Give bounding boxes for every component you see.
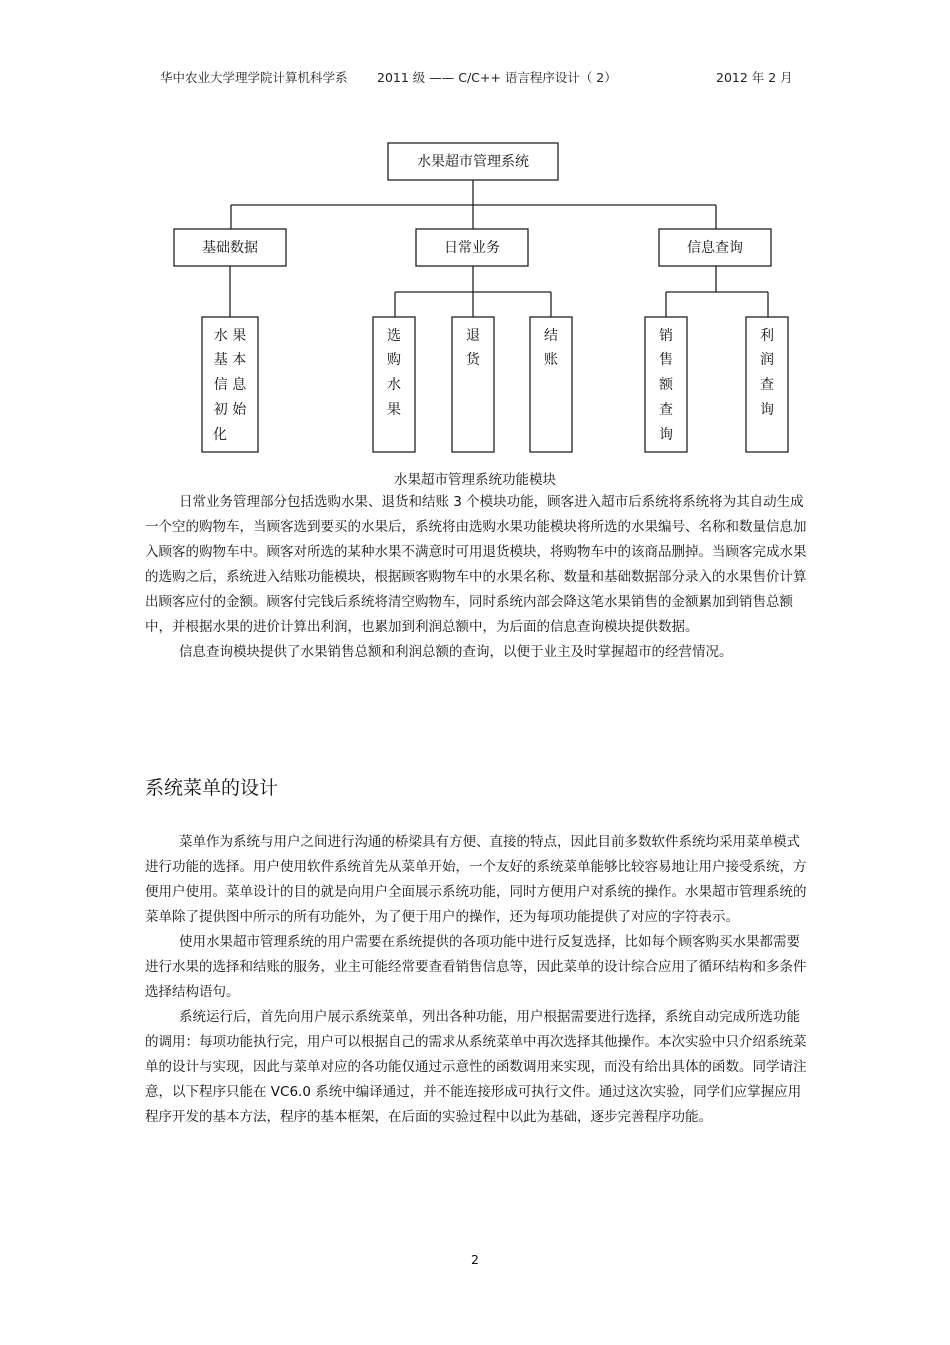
leaf-line: 销 xyxy=(659,328,673,344)
leaf-line: 额 xyxy=(659,377,673,393)
leaf-line: 查 xyxy=(760,377,774,393)
header-course: 2011 级 —— C/C++ 语言程序设计（ 2） xyxy=(377,70,617,85)
section-body xyxy=(145,830,810,1130)
leaf-fruit-info-init xyxy=(213,327,247,443)
function-module-diagram xyxy=(0,0,950,470)
header-date: 2012 年 2 月 xyxy=(716,70,793,85)
leaf-line: 退 xyxy=(466,328,480,344)
leaf-line: 基 本 xyxy=(213,352,247,368)
leaf-line: 选 xyxy=(387,328,401,344)
leaf-line: 初 始 xyxy=(213,402,247,418)
leaf-line: 查 xyxy=(659,402,673,418)
root-node-label: 水果超市管理系统 xyxy=(417,154,529,170)
leaf-select-fruit xyxy=(387,328,401,418)
leaf-checkout xyxy=(544,327,558,368)
section-heading: 系统菜单的设计 xyxy=(145,777,279,799)
leaf-line: 利 xyxy=(760,328,774,344)
leaf-line: 结 xyxy=(544,328,558,344)
group-node-label-query: 信息查询 xyxy=(687,240,743,256)
leaf-line: 货 xyxy=(466,352,480,368)
paragraph: 使用水果超市管理系统的用户需要在系统提供的各项功能中进行反复选择，比如每个顾客购买水果都需要进行水果的选择和结账的服务，业主可能经常要查看销售信息等，因此菜单的设计综合应用了循环结构和多条件选择结构语句。 xyxy=(145,934,807,1000)
paragraph: 信息查询模块提供了水果销售总额和利润总额的查询，以便于业主及时掌握超市的经营情况。 xyxy=(179,644,733,660)
leaf-line: 化 xyxy=(213,427,227,443)
page-number: 2 xyxy=(471,1252,479,1267)
paragraph: 菜单作为系统与用户之间进行沟通的桥梁具有方便、直接的特点，因此目前多数软件系统均采用菜单模式进行功能的选择。用户使用软件系统首先从菜单开始，一个友好的系统菜单能够比较容易地让用户接受系统，方便用户使用。菜单设计的目的就是向用户全面展示系统功能，同时方便用户对系统的操作。水果超市管理系统的菜单除了提供图中所示的所有功能外，为了便于用户的操作，还为每项功能提供了对应的字符表示。 xyxy=(145,834,807,925)
leaf-line: 询 xyxy=(659,427,673,443)
leaf-line: 果 xyxy=(387,402,401,418)
leaf-line: 信 息 xyxy=(213,377,247,393)
leaf-return xyxy=(466,328,481,368)
group-node-label-daily: 日常业务 xyxy=(444,240,500,256)
paragraph: 系统运行后，首先向用户展示系统菜单，列出各种功能，用户根据需要进行选择，系统自动完成所选功能的调用：每项功能执行完，用户可以根据自己的需求从系统菜单中再次选择其他操作。本次实验中只介绍系统菜单的设计与实现，因此与菜单对应的各功能仅通过示意性的函数调用来实现，而没有给出具体的函数。同学请注意，以下程序只能在 VC6.0 系统中编译通过，并不能连接形成可执行文件。通过这次实验，同学们应掌握应用程序开发的基本方法，程序的基本框架，在后面的实验过程中以此为基础，逐步完善程序功能。 xyxy=(145,1009,807,1125)
figure-caption: 水果超市管理系统功能模块 xyxy=(394,472,556,488)
leaf-sales-query xyxy=(659,327,674,443)
leaf-line: 购 xyxy=(387,352,401,368)
header-left: 华中农业大学理学院计算机科学系 xyxy=(160,70,348,85)
group-node-label-basic: 基础数据 xyxy=(202,240,258,256)
leaf-line: 询 xyxy=(760,402,774,418)
leaf-line: 润 xyxy=(760,352,774,368)
leaf-profit-query xyxy=(760,327,774,418)
leaf-line: 售 xyxy=(659,352,673,368)
leaf-line: 账 xyxy=(544,352,558,368)
paragraph: 日常业务管理部分包括选购水果、退货和结账 3 个模块功能，顾客进入超市后系统将系统将为其自动生成一个空的购物车，当顾客选到要买的水果后，系统将由选购水果功能模块将所选的水果编号、名称和数量信息加入顾客的购物车中。顾客对所选的某种水果不满意时可用退货模块，将购物车中的该商品删掉。当顾客完成水果的选购之后，系统进入结账功能模块，根据顾客购物车中的水果名称、数量和基础数据部分录入的水果售价计算出顾客应付的金额。顾客付完钱后系统将清空购物车，同时系统内部会降这笔水果销售的金额累加到销售总额中，并根据水果的进价计算出利润，也累加到利润总额中，为后面的信息查询模块提供数据。 xyxy=(145,494,807,635)
section-body xyxy=(145,490,810,665)
leaf-line: 水 果 xyxy=(213,328,247,344)
leaf-line: 水 xyxy=(387,377,401,393)
